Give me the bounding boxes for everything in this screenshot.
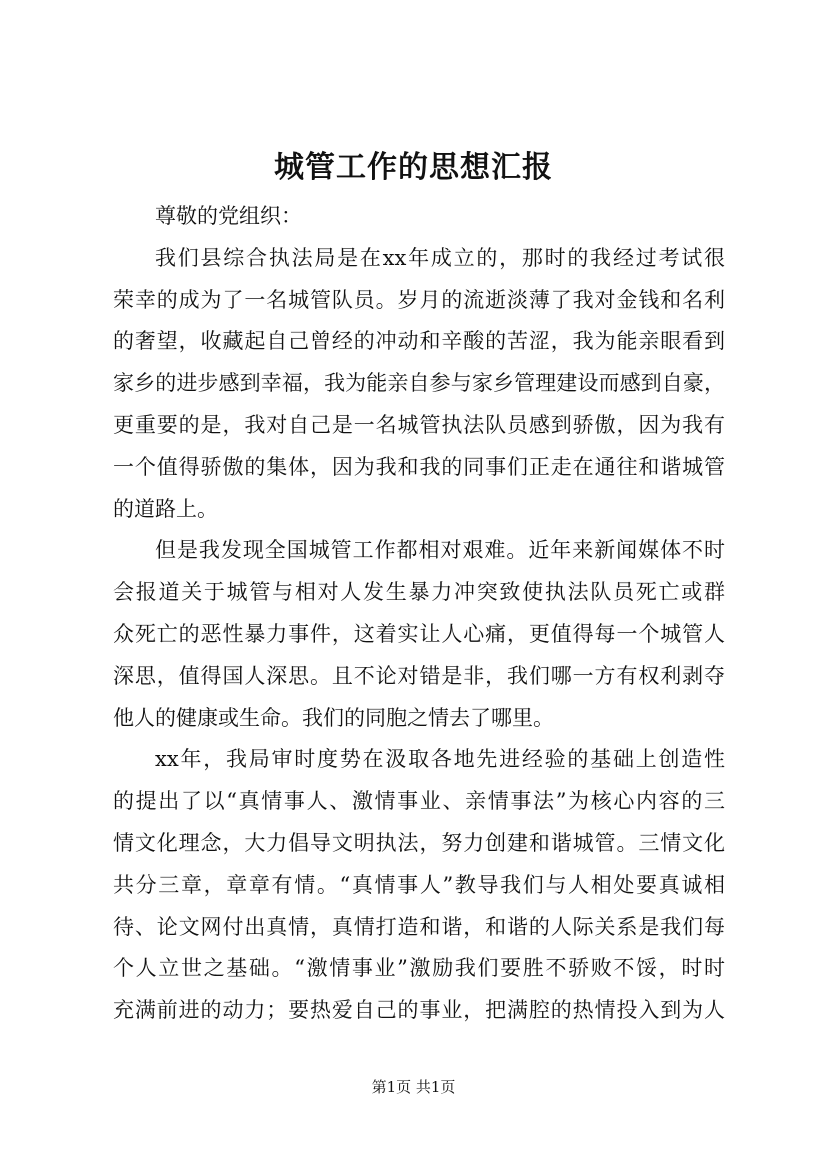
text-line: 待、论文网付出真情，真情打造和谐，和谐的人际关系是我们每 [113,914,725,939]
text-line: 个人立世之基础。“激情事业”激励我们要胜不骄败不馁，时时 [113,956,725,981]
text-line: 情文化理念，大力倡导文明执法，努力创建和谐城管。三情文化 [113,830,725,855]
text-line: 的道路上。 [113,496,218,521]
text-line: 众死亡的恶性暴力事件，这着实让人心痛，更值得每一个城管人 [113,621,725,646]
text-line: 家乡的进步感到幸福，我为能亲自参与家乡管理建设而感到自豪， [113,371,725,396]
text-line: 一个值得骄傲的集体，因为我和我的同事们正走在通往和谐城管 [113,454,725,479]
text-line: 深思，值得国人深思。且不论对错是非，我们哪一方有权利剥夺 [113,663,725,688]
text-line: 会报道关于城管与相对人发生暴力冲突致使执法队员死亡或群 [113,580,725,605]
text-line: 的奢望，收藏起自己曾经的冲动和辛酸的苦涩，我为能亲眼看到 [113,329,725,354]
page-footer: 第1页 共1页 [371,1078,456,1096]
text-line: 我们县综合执法局是在xx年成立的，那时的我经过考试很 [155,245,725,270]
text-line: 共分三章，章章有情。“真情事人”教导我们与人相处要真诚相 [113,872,725,897]
document-title: 城管工作的思想汇报 [274,150,553,185]
text-line: 但是我发现全国城管工作都相对艰难。近年来新闻媒体不时 [155,538,725,563]
document-body [113,196,725,1032]
text-line: 尊敬的党组织： [155,204,302,228]
text-line: 更重要的是，我对自己是一名城管执法队员感到骄傲，因为我有 [113,412,725,437]
text-line: 充满前进的动力；要热爱自己的事业，把满腔的热情投入到为人 [113,998,725,1023]
text-line: 荣幸的成为了一名城管队员。岁月的流逝淡薄了我对金钱和名利 [113,287,725,312]
text-line: 的提出了以“真情事人、激情事业、亲情事法”为核心内容的三 [113,789,725,814]
text-line: 他人的健康或生命。我们的同胞之情去了哪里。 [113,705,554,730]
text-line: xx年，我局审时度势在汲取各地先进经验的基础上创造性 [155,747,725,772]
